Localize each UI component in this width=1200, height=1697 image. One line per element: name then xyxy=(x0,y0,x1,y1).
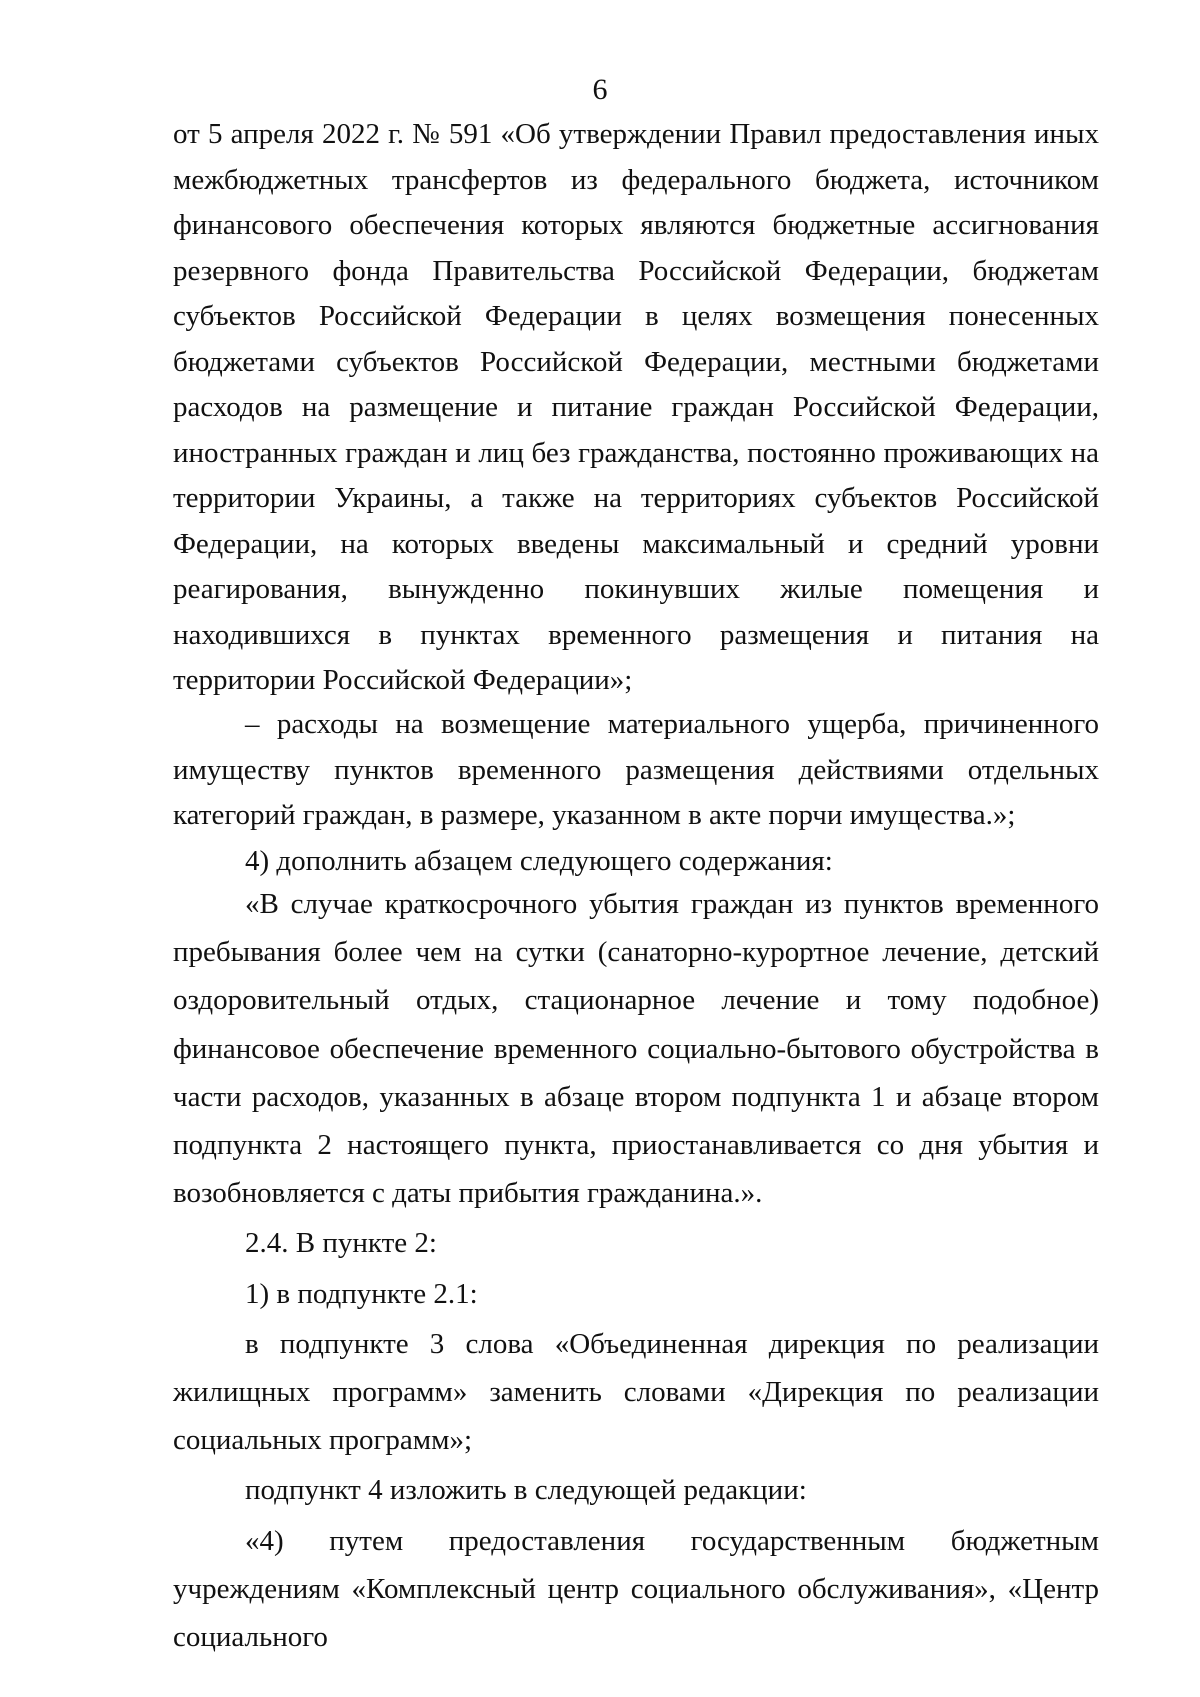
paragraph-section-2-4: 2.4. В пункте 2: xyxy=(245,1227,437,1260)
paragraph-directorate-rename: в подпункте 3 слова «Объединенная дирекция по реализации жилищных программ» заменить словами «Дирекция по реализации социальных программ»; xyxy=(173,1327,1099,1457)
paragraph-damage-expenses: – расходы на возмещение материального ущерба, причиненного имуществу пунктов временного размещения действиями отдельных категорий граждан, в размере, указанном в акте порчи имущества.»; xyxy=(173,708,1099,831)
text-block-amendments xyxy=(173,880,1099,1661)
text-block-damage-expenses xyxy=(173,702,1099,884)
paragraph-subclause-4-text: «4) путем предоставления государственным бюджетным учреждениям «Комплексный центр социального обслуживания», «Центр социального xyxy=(173,1524,1099,1654)
paragraph-subclause-4-intro: подпункт 4 изложить в следующей редакции: xyxy=(245,1474,807,1507)
text-block-continuation xyxy=(173,112,1099,704)
paragraph-resolution-reference: от 5 апреля 2022 г. № 591 «Об утверждении Правил предоставления иных межбюджетных трансфертов из федерального бюджета, источником финансового обеспечения которых являются бюджетные ассигнования резервного фонда Правительства Российской Федерации, бюджетам субъектов Российской Федерации в целях возмещения понесенных бюджетами субъектов Российской Федерации, местными бюджетами расходов на размещение и питание граждан Российской Федерации, иностранных граждан и лиц без гражданства, постоянно проживающих на территории Украины, а также на территориях субъектов Российской Федерации, на которых введены максимальный и средний уровни реагирования, вынужденно покинувших жилые помещения и находившихся в пунктах временного размещения и питания на территории Российской Федерации»; xyxy=(173,118,1099,696)
paragraph-supplement-clause: 4) дополнить абзацем следующего содержания: xyxy=(245,844,833,877)
paragraph-short-term-departure: «В случае краткосрочного убытия граждан из пунктов временного пребывания более чем на сутки (санаторно-курортное лечение, детский оздоровительный отдых, стационарное лечение и тому подобное) финансовое обеспечение временного социально-бытового обустройства в части расходов, указанных в абзаце втором подпункта 1 и абзаце втором подпункта 2 настоящего пункта, приостанавливается со дня убытия и возобновляется с даты прибытия гражданина.». xyxy=(173,888,1099,1210)
page-number: 6 xyxy=(592,73,608,106)
paragraph-subsection-2-1: 1) в подпункте 2.1: xyxy=(245,1277,478,1310)
